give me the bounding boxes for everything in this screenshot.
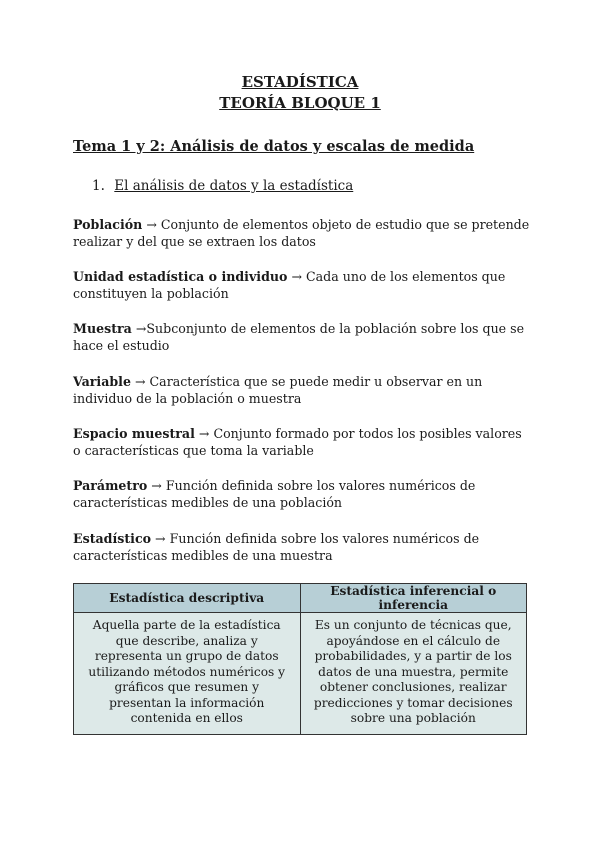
definition-term: Espacio muestral (73, 426, 195, 441)
definition-text: Función definida sobre los valores numéricos de características medibles de una muestra (73, 531, 480, 563)
definition-term: Variable (73, 374, 131, 389)
definition-poblacion (73, 216, 533, 250)
arrow-icon: → (155, 531, 166, 546)
definition-muestra (73, 320, 533, 354)
arrow-icon: → (291, 269, 303, 284)
arrow-icon: → (151, 478, 162, 493)
definition-estadistico (73, 530, 533, 564)
definition-unidad (73, 268, 533, 302)
definition-parametro (73, 477, 533, 511)
section-title: El análisis de datos y la estadística (114, 178, 354, 194)
arrow-icon: → (198, 426, 210, 441)
table-header-descriptiva: Estadística descriptiva (74, 584, 301, 613)
definition-text: Conjunto formado por todos los posibles valores o características que toma la variable (73, 426, 522, 458)
definition-text: Función definida sobre los valores numéricos de características medibles de una población (73, 478, 476, 510)
table-cell-inferencial: Es un conjunto de técnicas que, apoyándose en el cálculo de probabilidades, y a partir de los datos de una muestra, permite obtener conclusiones, realizar predicciones y tomar decisiones sobre una población (300, 613, 527, 735)
table-header-inferencial: Estadística inferencial o inferencia (300, 584, 527, 613)
definition-term: Unidad estadística o individuo (73, 269, 288, 284)
document-subtitle: TEORÍA BLOQUE 1 (219, 94, 381, 112)
table-row (74, 613, 527, 735)
title-block (0, 72, 600, 114)
arrow-icon: → (135, 321, 147, 336)
document-title: ESTADÍSTICA (241, 73, 359, 91)
definition-espacio-muestral (73, 425, 533, 459)
arrow-icon: → (134, 374, 146, 389)
definition-term: Muestra (73, 321, 132, 336)
table-cell-descriptiva: Aquella parte de la estadística que describe, analiza y representa un grupo de datos utilizando métodos numéricos y gráficos que resumen y presentan la información contenida en ellos (74, 613, 301, 735)
definition-text: Característica que se puede medir u observar en un individuo de la población o muestra (73, 374, 483, 406)
definition-term: Estadístico (73, 531, 152, 546)
arrow-icon: → (146, 217, 157, 232)
definition-text: Cada uno de los elementos que constituyen la población (73, 269, 506, 301)
comparison-table (73, 583, 527, 735)
definition-variable (73, 373, 533, 407)
tema-heading: Tema 1 y 2: Análisis de datos y escalas de medida (73, 138, 475, 155)
definition-text: Conjunto de elementos objeto de estudio que se pretende realizar y del que se extraen los datos (73, 217, 530, 249)
section-number: 1. (92, 178, 105, 194)
definition-term: Parámetro (73, 478, 148, 493)
section-heading (92, 178, 353, 194)
definition-text: Subconjunto de elementos de la población sobre los que se hace el estudio (73, 321, 525, 353)
definition-term: Población (73, 217, 143, 232)
table-header-row (74, 584, 527, 613)
